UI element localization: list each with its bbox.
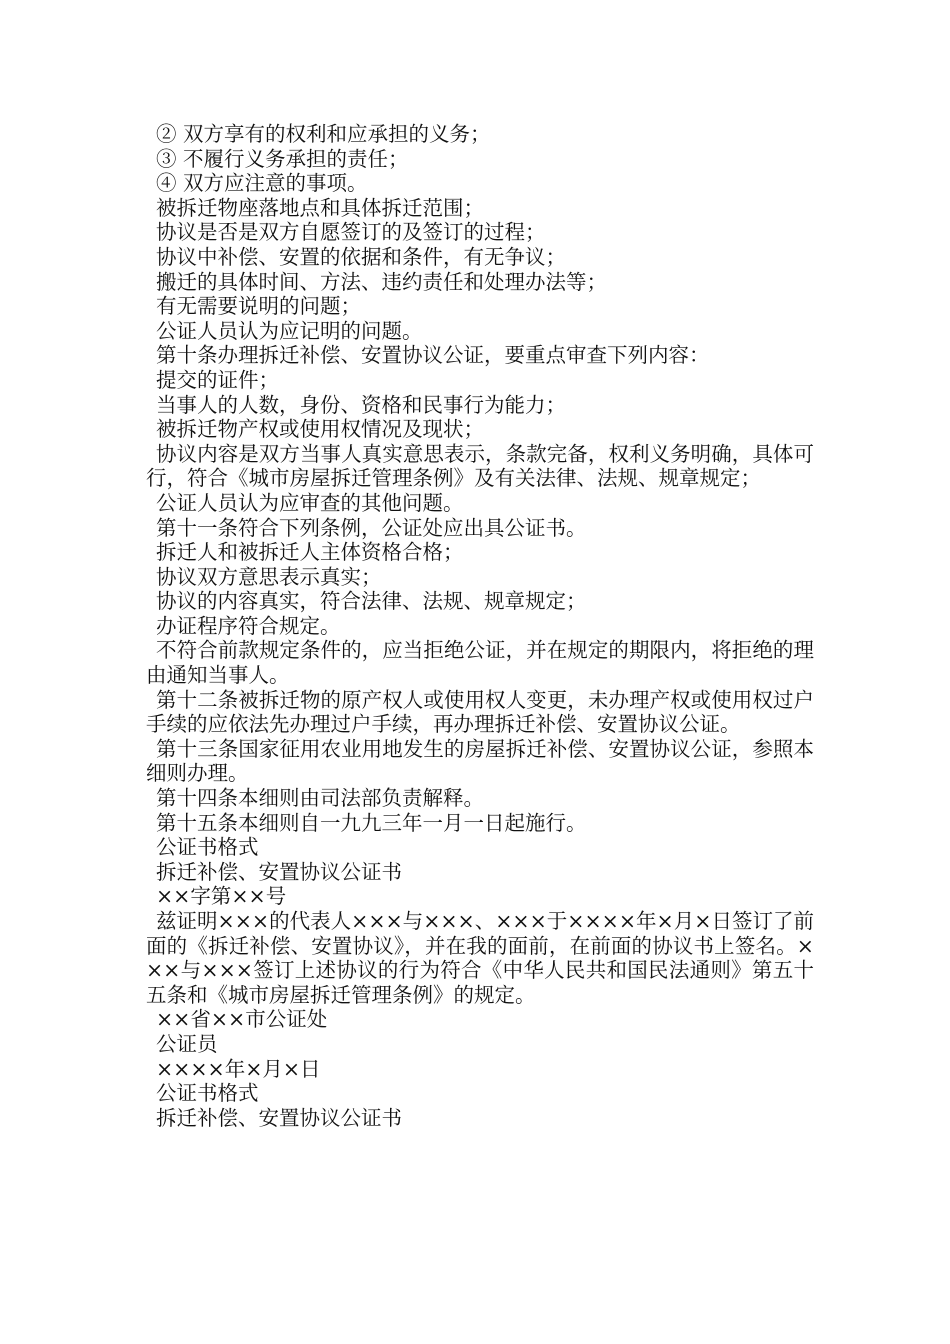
paragraph-parties-capacity: 当事人的人数，身份、资格和民事行为能力； xyxy=(156,392,566,417)
certificate-body: 兹证明×××的代表人×××与×××、×××于××××年×月×日签订了前面的《拆迁补偿、安置协议》，并在我的面前，在前面的协议书上签名。×××与×××签订上述协议的行为符合《中华人民共和国民法通则》第五十五条和《城市房屋拆迁管理条例》的规定。 xyxy=(146,909,814,1007)
format-heading: 公证书格式 xyxy=(156,835,259,860)
paragraph-procedure: 办证程序符合规定。 xyxy=(156,613,341,638)
notary-officer: 公证员 xyxy=(156,1031,218,1056)
paragraph-breach-liability: ③ 不履行义务承担的责任； xyxy=(156,146,409,171)
paragraph-agreement-content: 协议内容是双方当事人真实意思表示，条款完备，权利义务明确，具体可行，符合《城市房屋拆迁管理条例》及有关法律、法规、规章规定； xyxy=(146,441,814,491)
article-13: 第十三条国家征用农业用地发生的房屋拆迁补偿、安置协议公证，参照本细则办理。 xyxy=(146,736,814,786)
article-11: 第十一条符合下列条例，公证处应出具公证书。 xyxy=(156,515,587,540)
paragraph-documents: 提交的证件； xyxy=(156,367,279,392)
certificate-number: ××字第××号 xyxy=(156,884,287,909)
paragraph-notes: ④ 双方应注意的事项。 xyxy=(156,171,368,196)
paragraph-relocation-details: 搬迁的具体时间、方法、违约责任和处理办法等； xyxy=(156,269,607,294)
notary-office: ××省××市公证处 xyxy=(156,1007,328,1032)
paragraph-voluntary-signing: 协议是否是双方自愿签订的及签订的过程； xyxy=(156,220,546,245)
article-10: 第十条办理拆迁补偿、安置协议公证，要重点审查下列内容： xyxy=(156,343,710,368)
paragraph-rights-obligations: ② 双方享有的权利和应承担的义务； xyxy=(156,122,491,146)
paragraph-property-rights: 被拆迁物产权或使用权情况及现状； xyxy=(156,417,484,442)
paragraph-true-intention: 协议双方意思表示真实； xyxy=(156,564,382,589)
paragraph-refusal: 不符合前款规定条件的，应当拒绝公证，并在规定的期限内，将拒绝的理由通知当事人。 xyxy=(146,638,814,688)
paragraph-compensation-basis: 协议中补偿、安置的依据和条件，有无争议； xyxy=(156,244,566,269)
paragraph-other-issues: 有无需要说明的问题； xyxy=(156,294,361,319)
paragraph-subject-qualification: 拆迁人和被拆迁人主体资格合格； xyxy=(156,540,464,565)
article-12: 第十二条被拆迁物的原产权人或使用权人变更，未办理产权或使用权过户手续的应依法先办理过户手续，再办理拆迁补偿、安置协议公证。 xyxy=(146,687,814,737)
paragraph-notary-record: 公证人员认为应记明的问题。 xyxy=(156,318,423,343)
format-heading-2: 公证书格式 xyxy=(156,1081,259,1106)
paragraph-content-legal: 协议的内容真实，符合法律、法规、规章规定； xyxy=(156,589,587,614)
article-15: 第十五条本细则自一九九三年一月一日起施行。 xyxy=(156,810,587,835)
article-14: 第十四条本细则由司法部负责解释。 xyxy=(156,786,484,811)
certificate-date: ××××年×月×日 xyxy=(156,1056,321,1081)
paragraph-location-scope: 被拆迁物座落地点和具体拆迁范围； xyxy=(156,195,484,220)
certificate-title-2: 拆迁补偿、安置协议公证书 xyxy=(156,1105,402,1130)
document-body xyxy=(146,122,814,1130)
paragraph-other-review: 公证人员认为应审查的其他问题。 xyxy=(156,490,464,515)
certificate-title: 拆迁补偿、安置协议公证书 xyxy=(156,859,402,884)
